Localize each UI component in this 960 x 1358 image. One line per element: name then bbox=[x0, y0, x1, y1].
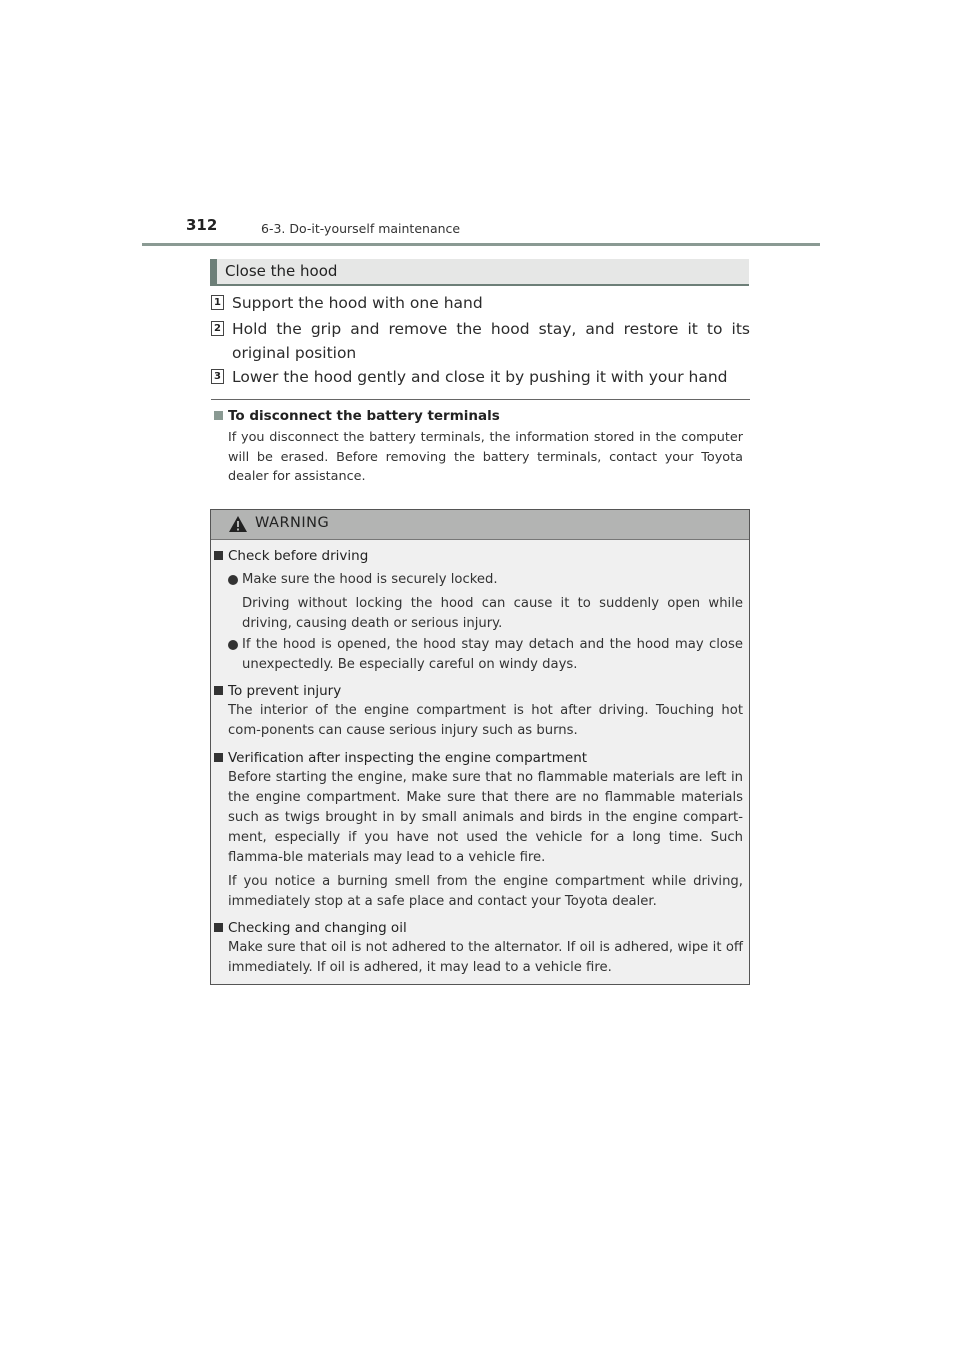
warning-triangle-icon bbox=[228, 515, 248, 533]
warning-section-body: Make sure that oil is not adhered to the alternator. If oil is adhered, wipe it off immediately. If oil is adhered, it may lead to a vehicle fire. bbox=[228, 940, 743, 975]
note-body: If you disconnect the battery terminals, the information stored in the computer will be erased. Before removing the battery terminals, contact your Toyota dealer for assistance. bbox=[228, 430, 743, 484]
bullet-dot-icon bbox=[228, 640, 238, 650]
warning-header bbox=[211, 510, 749, 540]
step-text: Hold the grip and remove the hood stay, and restore it to its original position bbox=[232, 320, 750, 362]
subheading-title: Close the hood bbox=[225, 262, 338, 280]
subheading-accent bbox=[210, 259, 217, 284]
note-heading bbox=[214, 408, 500, 424]
step-number-box: 2 bbox=[211, 321, 224, 336]
header-rule bbox=[142, 243, 820, 246]
step-number-box: 3 bbox=[211, 369, 224, 384]
note-heading-text: To disconnect the battery terminals bbox=[228, 408, 500, 424]
bullet-dot-icon bbox=[228, 575, 238, 585]
square-bullet-icon bbox=[214, 551, 223, 560]
bullet-text: Make sure the hood is securely locked. bbox=[242, 572, 498, 587]
warning-section-body: Before starting the engine, make sure that no flammable materials are left in the engine compartment. Make sure that there are no flammable materials such as twigs brought in by small animals and birds in the engine compart-ment, especially if you have not used the vehicle for a long time. Such flamma-ble materials may lead to a vehicle fire. bbox=[228, 770, 743, 865]
subheading-bar bbox=[210, 259, 749, 286]
section-divider bbox=[211, 399, 750, 400]
square-bullet-icon bbox=[214, 686, 223, 695]
warning-bullet bbox=[228, 570, 743, 634]
step-text: Lower the hood gently and close it by pushing it with your hand bbox=[232, 368, 728, 386]
warning-section-heading: Verification after inspecting the engine compartment bbox=[214, 750, 587, 766]
warning-section-heading: Check before driving bbox=[214, 548, 368, 564]
section-title: 6-3. Do-it-yourself maintenance bbox=[261, 221, 461, 236]
warning-section-body-2: If you notice a burning smell from the engine compartment while driving, immediately stop at a safe place and contact your Toyota dealer. bbox=[228, 874, 743, 909]
page-number: 312 bbox=[186, 216, 218, 234]
warning-label: WARNING bbox=[255, 515, 330, 531]
square-bullet-icon bbox=[214, 923, 223, 932]
bullet-text: If the hood is opened, the hood stay may detach and the hood may close unexpectedly. Be especially careful on windy days. bbox=[242, 637, 743, 672]
warning-section-heading: Checking and changing oil bbox=[214, 920, 407, 936]
warning-section-body: The interior of the engine compartment is hot after driving. Touching hot com-ponents can cause serious injury such as burns. bbox=[228, 703, 743, 738]
square-bullet-icon bbox=[214, 753, 223, 762]
step-text: Support the hood with one hand bbox=[232, 294, 483, 312]
warning-bullet bbox=[228, 635, 743, 675]
square-bullet-icon bbox=[214, 411, 223, 420]
bullet-detail: Driving without locking the hood can cause it to suddenly open while driving, causing death or serious injury. bbox=[242, 596, 743, 631]
step-number-box: 1 bbox=[211, 295, 224, 310]
warning-box bbox=[210, 509, 750, 985]
warning-section-heading: To prevent injury bbox=[214, 683, 341, 699]
